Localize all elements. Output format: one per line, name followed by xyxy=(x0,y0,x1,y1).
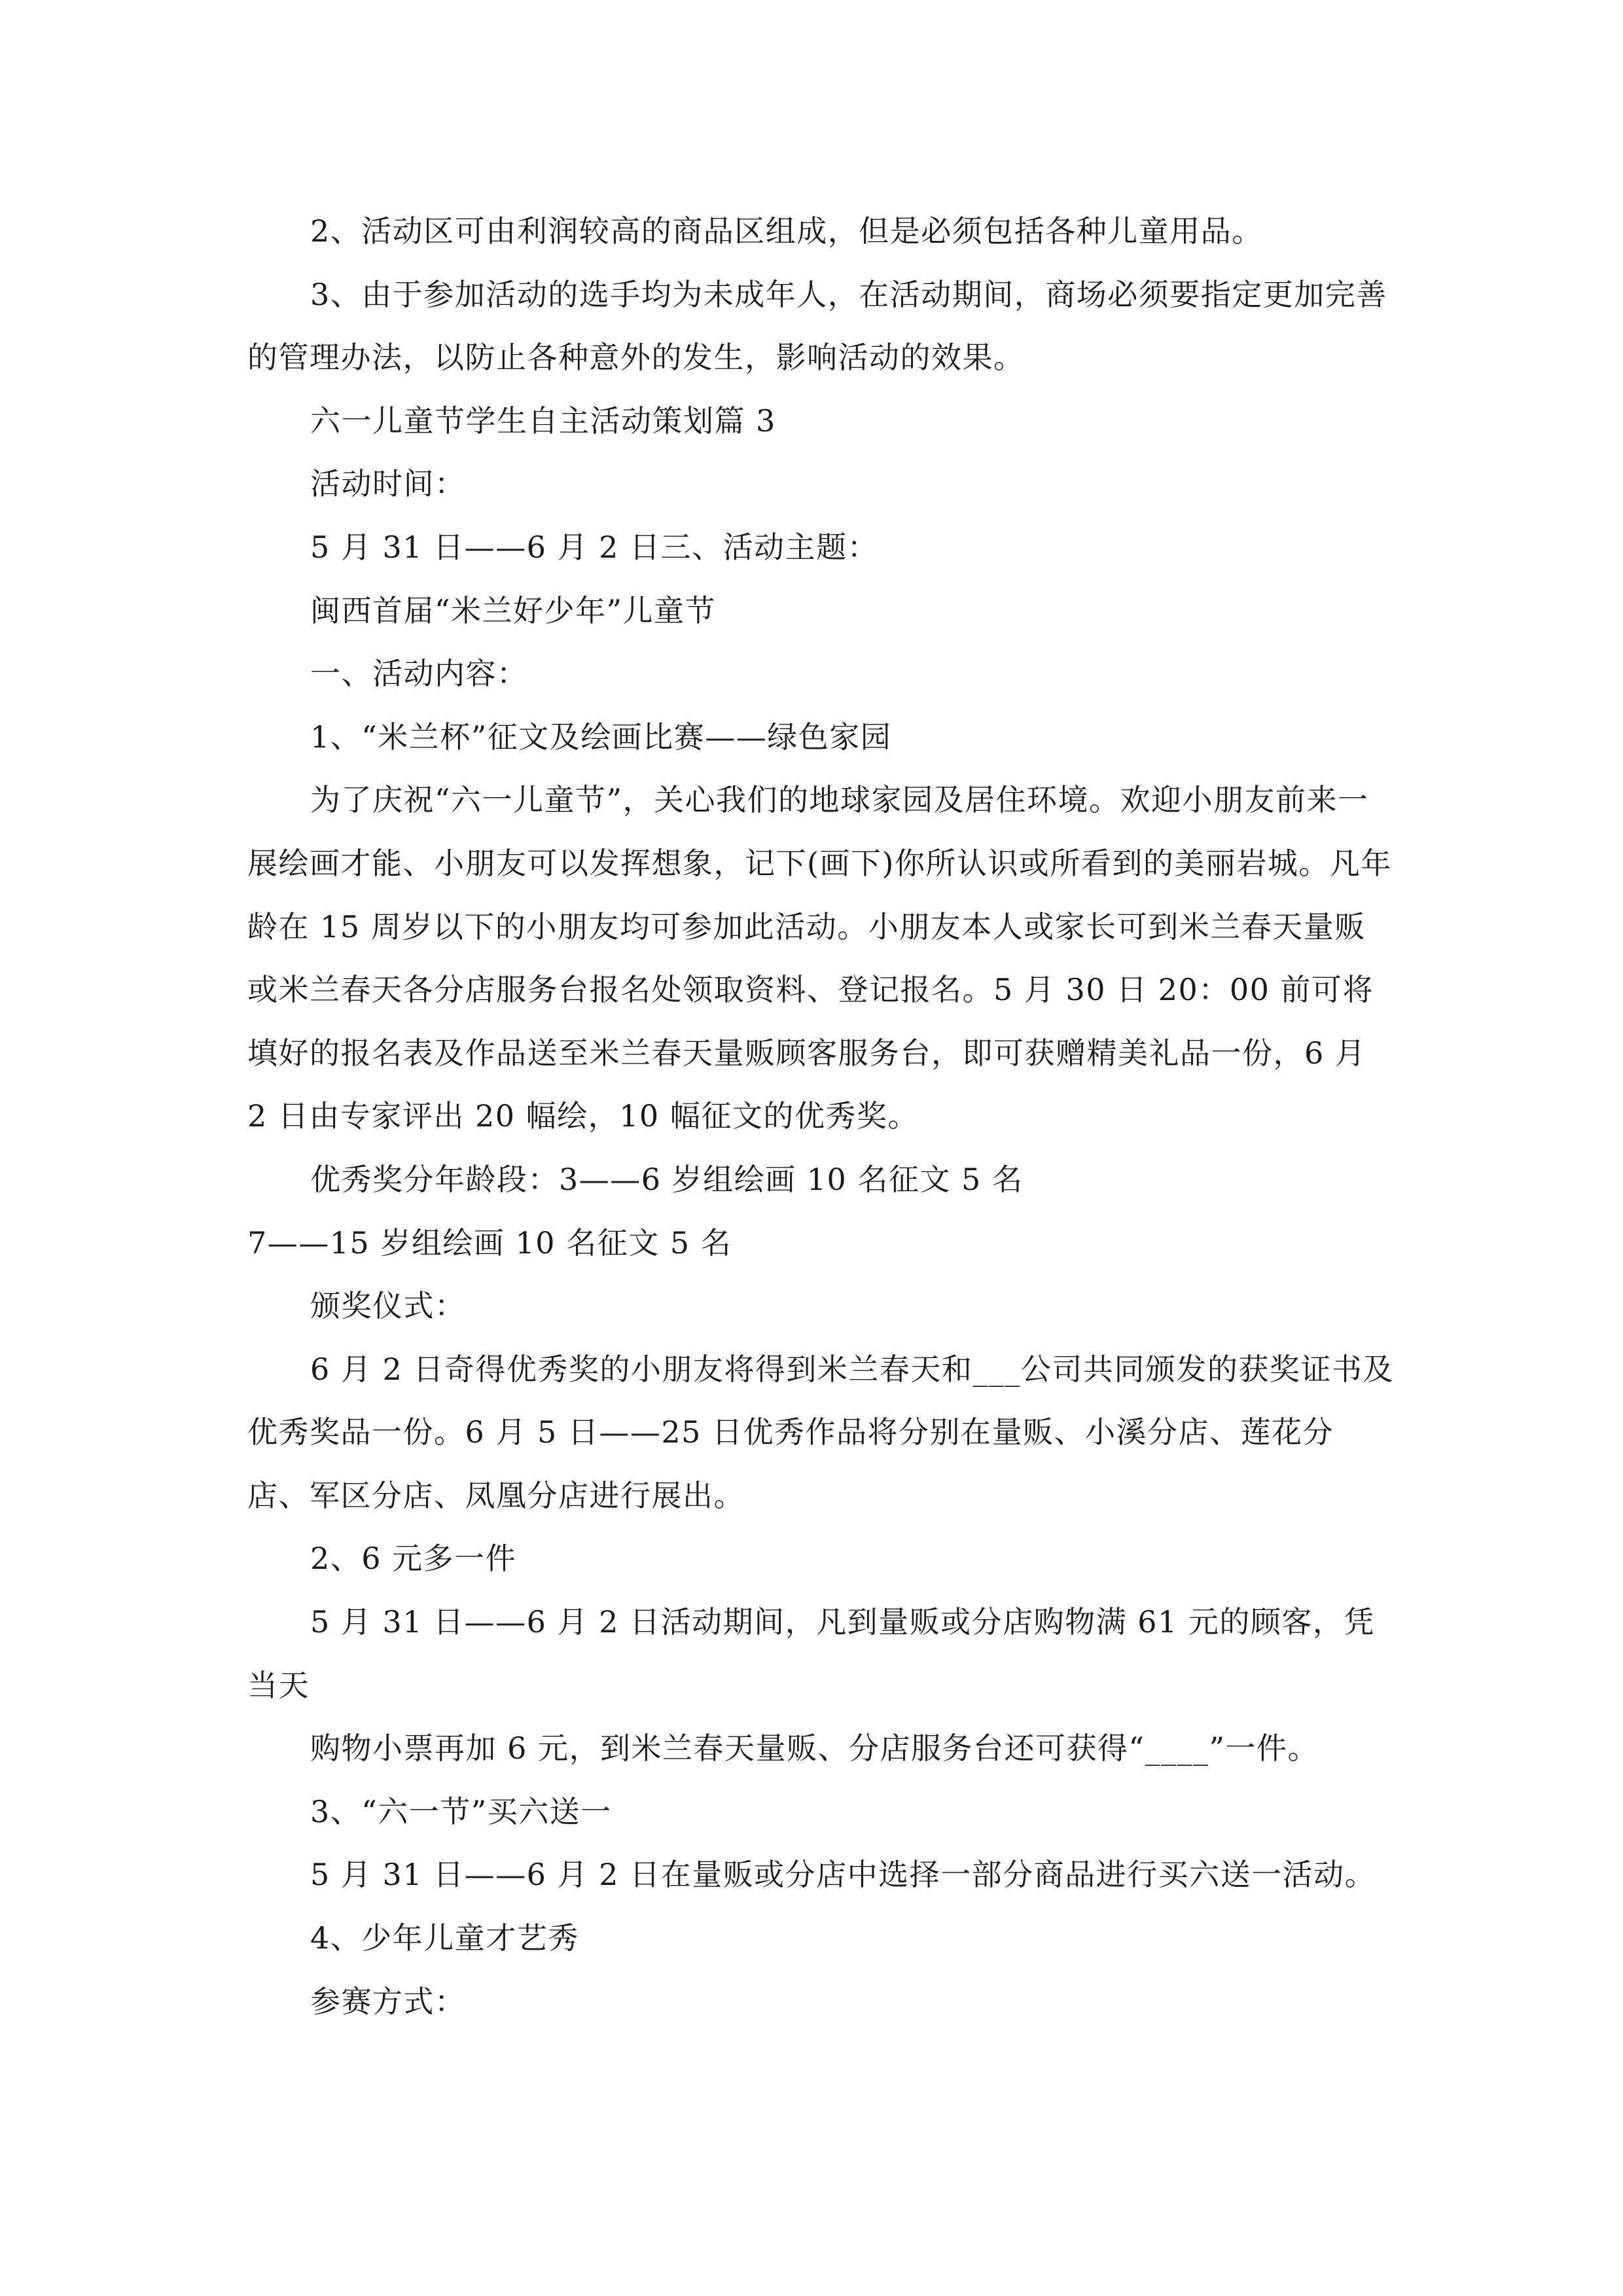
paragraph: 5 月 31 日——6 月 2 日三、活动主题： xyxy=(310,529,879,565)
document-body xyxy=(247,200,1394,2033)
paragraph: 5 月 31 日——6 月 2 日在量贩或分店中选择一部分商品进行买六送一活动。 xyxy=(310,1857,1376,1893)
paragraph: 3、由于参加活动的选手均为未成年人，在活动期间，商场必须要指定更加完善的管理办法，以防止各种意外的发生，影响活动的效果。 xyxy=(247,276,1387,376)
paragraph: 为了庆祝“六一儿童节”，关心我们的地球家园及居住环境。欢迎小朋友前来一展绘画才能、小朋友可以发挥想象，记下(画下)你所认识或所看到的美丽岩城。凡年龄在 15 周岁以下的小朋友均可参加此活动。小朋友本人或家长可到米兰春天量贩或米兰春天各分店服务台报名处领取资料、登记报名。5 月 30 日 20：00 前可将填好的报名表及作品送至米兰春天量贩顾客服务台，即可获赠精美礼品一份，6 月 2 日由专家评出 20 幅绘，10 幅征文的优秀奖。 xyxy=(247,782,1392,1134)
paragraph: 一、活动内容： xyxy=(310,656,528,692)
paragraph: 4、少年儿童才艺秀 xyxy=(310,1920,579,1956)
paragraph: 颁奖仪式： xyxy=(310,1288,466,1324)
paragraph: 2、6 元多一件 xyxy=(310,1541,517,1577)
paragraph: 购物小票再加 6 元，到米兰春天量贩、分店服务台还可获得“____”一件。 xyxy=(310,1731,1319,1767)
paragraph: 闽西首届“米兰好少年”儿童节 xyxy=(310,592,717,628)
paragraph: 2、活动区可由利润较高的商品区组成，但是必须包括各种儿童用品。 xyxy=(310,213,1263,249)
paragraph: 1、“米兰杯”征文及绘画比赛——绿色家园 xyxy=(310,719,892,755)
section-heading: 六一儿童节学生自主活动策划篇 3 xyxy=(310,403,776,439)
paragraph: 7——15 岁组绘画 10 名征文 5 名 xyxy=(247,1225,732,1261)
paragraph: 6 月 2 日奇得优秀奖的小朋友将得到米兰春天和___公司共同颁发的获奖证书及优秀奖品一份。6 月 5 日——25 日优秀作品将分别在量贩、小溪分店、莲花分店、军区分店、凤凰分店进行展出。 xyxy=(247,1351,1394,1513)
paragraph: 5 月 31 日——6 月 2 日活动期间，凡到量贩或分店购物满 61 元的顾客，凭当天 xyxy=(247,1604,1375,1703)
paragraph: 参赛方式： xyxy=(310,1983,466,2019)
paragraph: 活动时间： xyxy=(310,466,466,502)
paragraph: 3、“六一节”买六送一 xyxy=(310,1793,612,1829)
paragraph: 优秀奖分年龄段：3——6 岁组绘画 10 名征文 5 名 xyxy=(310,1161,1024,1197)
